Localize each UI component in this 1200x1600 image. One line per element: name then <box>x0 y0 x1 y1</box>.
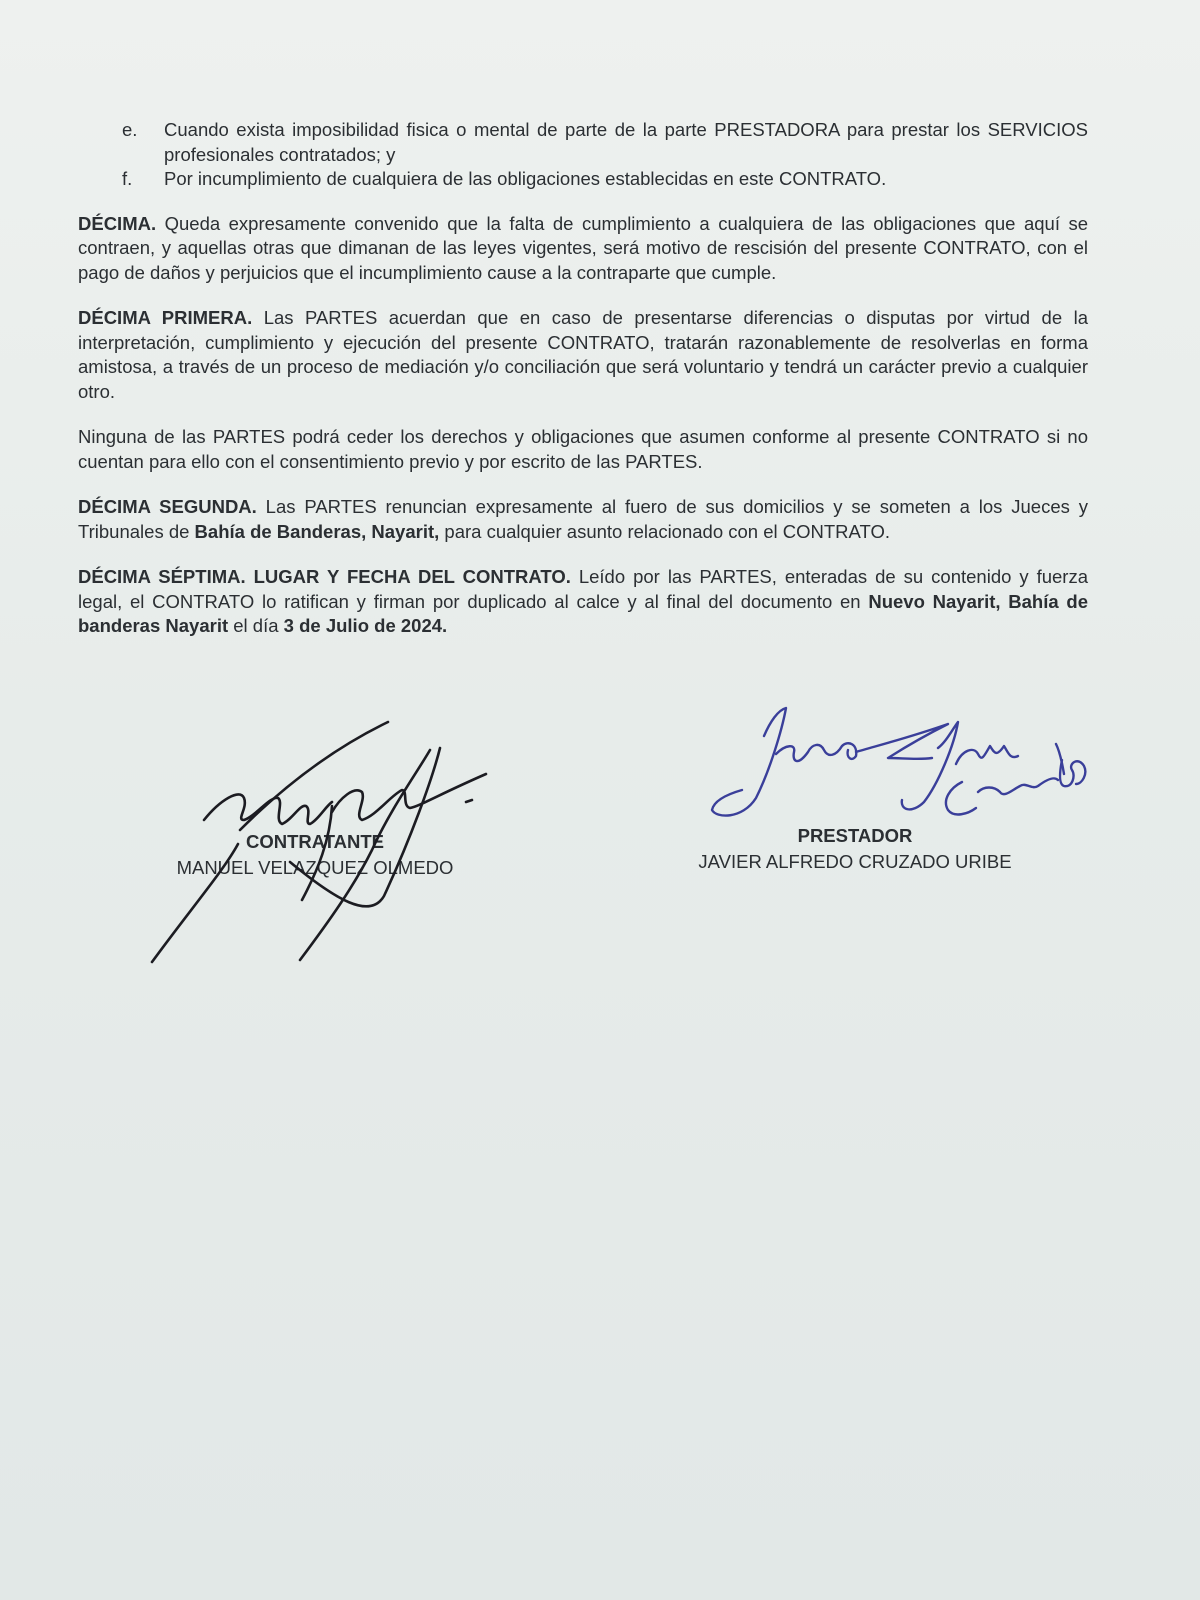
contratante-signature-icon <box>140 720 500 980</box>
signing-date: 3 de Julio de 2024. <box>283 615 448 636</box>
list-text: Cuando exista imposibilidad fisica o mental de parte de la parte PRESTADORA para prestar los SERVICIOS profesionales contratados; y <box>164 119 1088 165</box>
clause-cesion <box>78 425 1088 474</box>
clause-decima-primera <box>78 306 1088 404</box>
clause-text: Leído por las PARTES, enteradas de su contenido y fuerza legal, el CONTRATO lo ratifican y firman por duplicado al calce y al final del documento en <box>78 566 1088 612</box>
clause-text: Las PARTES acuerdan que en caso de presentarse diferencias o disputas por virtud de la interpretación, cumplimiento y ejecución del presente CONTRATO, tratarán razonablemente de resolverlas en forma amistosa, a través de un proceso de mediación y/o conciliación que será voluntario y tendrá un carácter previo a cualquier otro. <box>78 307 1088 402</box>
list-item-e <box>122 118 1088 167</box>
signature-name: JAVIER ALFREDO CRUZADO URIBE <box>698 851 1012 872</box>
signing-place: Nuevo Nayarit, Bahía de banderas Nayarit <box>78 590 1088 636</box>
clause-decima <box>78 212 1088 286</box>
prestador-signature-icon <box>712 700 1112 850</box>
clause-heading: DÉCIMA SÉPTIMA. LUGAR Y FECHA DEL CONTRATO. <box>78 566 571 587</box>
clause-heading: DÉCIMA PRIMERA. <box>78 307 253 328</box>
clause-text: Las PARTES renuncian expresamente al fuero de sus domicilios y se someten a los Jueces y Tribunales de <box>78 496 1089 542</box>
jurisdiction: Bahía de Banderas, Nayarit, <box>194 520 440 542</box>
list-marker: f. <box>122 168 133 189</box>
contract-body <box>78 118 1088 639</box>
clause-heading: DÉCIMA SEGUNDA. <box>78 496 257 517</box>
signature-role: CONTRATANTE <box>245 831 385 852</box>
clause-decima-segunda <box>78 495 1088 544</box>
signature-name: MANUEL VELAZQUEZ OLMEDO <box>176 857 454 878</box>
clause-heading: DÉCIMA. <box>78 212 157 234</box>
signature-role: PRESTADOR <box>797 825 913 846</box>
clause-text: Ninguna de las PARTES podrá ceder los derechos y obligaciones que asumen conforme al presente CONTRATO si no cuentan para ello con el consentimiento previo y por escrito de las PARTES. <box>78 426 1088 472</box>
clause-decima-septima <box>78 565 1088 639</box>
list-item-f <box>122 167 1088 192</box>
clause-text: Queda expresamente convenido que la falta de cumplimiento a cualquiera de las obligaciones que aquí se contraen, y aquellas otras que dimanan de las leyes vigentes, será motivo de rescisión del presente CONTRATO, con el pago de daños y perjuicios que el incumplimiento cause a la contraparte que cumple. <box>78 212 1088 283</box>
clause-text: para cualquier asunto relacionado con el CONTRATO. <box>439 520 891 542</box>
list-marker: e. <box>122 119 138 140</box>
clause-text: el día <box>228 615 284 636</box>
list-text: Por incumplimiento de cualquiera de las obligaciones establecidas en este CONTRATO. <box>164 168 887 189</box>
